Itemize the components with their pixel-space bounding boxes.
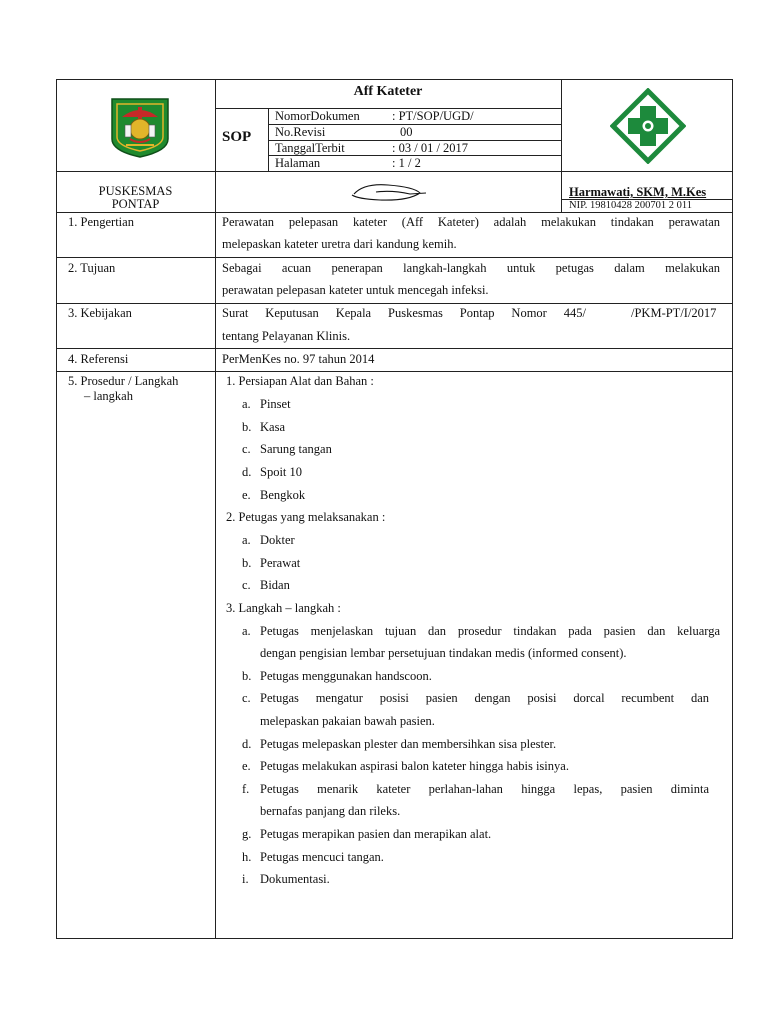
list-item-marker: h. <box>242 850 252 864</box>
meta-label-nomor-dokumen: NomorDokumen <box>275 109 360 123</box>
document-title: Aff Kateter <box>353 84 423 99</box>
title-underline <box>215 108 561 109</box>
pengertian-text-line2: melepaskan kateter uretra dari kandung kemih. <box>222 237 457 251</box>
list-item: Petugas merapikan pasien dan merapikan alat. <box>260 827 492 841</box>
list-item-marker: b. <box>242 669 252 683</box>
prosedur-group-heading: 2. Petugas yang melaksanakan : <box>226 510 386 524</box>
section-label-referensi: 4. Referensi <box>68 352 129 366</box>
list-item-marker: e. <box>242 759 251 773</box>
list-item: Petugas mencuci tangan. <box>260 850 384 864</box>
row-sep-2 <box>56 257 733 258</box>
header-bottom <box>56 171 733 172</box>
puskesmas-logo <box>610 88 686 164</box>
row-sep-5 <box>56 371 733 372</box>
list-item-marker: c. <box>242 578 251 592</box>
list-item: Petugas menarik kateter perlahan-lahan hingga lepas, pasien diminta <box>260 782 709 796</box>
list-item: Bengkok <box>260 488 306 502</box>
prosedur-group-heading: 1. Persiapan Alat dan Bahan : <box>226 374 374 388</box>
kebijakan-text-line1: Surat Keputusan Kepala Puskesmas Pontap Nomor 445/ <box>222 306 586 320</box>
tujuan-text-line2: perawatan pelepasan kateter untuk mencegah infeksi. <box>222 283 489 297</box>
list-item: Petugas melakukan aspirasi balon kateter hingga habis isinya. <box>260 759 569 773</box>
tujuan-text-line1: Sebagai acuan penerapan langkah-langkah untuk petugas dalam melakukan <box>222 261 720 275</box>
list-item: Petugas mengatur posisi pasien dengan posisi dorcal recumbent dan <box>260 691 709 705</box>
row-sep-4 <box>56 348 733 349</box>
list-item: Spoit 10 <box>260 465 303 479</box>
meta-value-no-revisi: 00 <box>400 125 413 139</box>
list-item: Petugas menggunakan handscoon. <box>260 669 432 683</box>
list-item: Dokumentasi. <box>260 872 330 886</box>
list-item-marker: i. <box>242 872 249 886</box>
section-label-tujuan: 2. Tujuan <box>68 261 116 275</box>
meta-label-halaman: Halaman <box>275 156 321 170</box>
list-item: Petugas menjelaskan tujuan dan prosedur tindakan pada pasien dan keluarga <box>260 624 720 638</box>
meta-label-tanggal-terbit: TanggalTerbit <box>275 141 345 155</box>
list-item-marker: c. <box>242 691 251 705</box>
list-item: Sarung tangan <box>260 442 332 456</box>
list-item-continuation: bernafas panjang dan rileks. <box>260 804 401 818</box>
list-item-marker: b. <box>242 420 252 434</box>
list-item: Petugas melepaskan plester dan membersihkan sisa plester. <box>260 737 557 751</box>
sop-label: SOP <box>222 129 252 145</box>
meta-label-no-revisi: No.Revisi <box>275 125 326 139</box>
row-sep-3 <box>56 303 733 304</box>
list-item-continuation: dengan pengisian lembar persetujuan tindakan medis (informed consent). <box>260 646 627 660</box>
list-item: Pinset <box>260 397 291 411</box>
list-item-marker: b. <box>242 556 252 570</box>
col-divider-label <box>215 79 216 939</box>
list-item-marker: a. <box>242 397 251 411</box>
meta-value-tanggal-terbit: : 03 / 01 / 2017 <box>392 141 469 155</box>
list-item: Kasa <box>260 420 285 434</box>
frame-right <box>732 79 733 939</box>
regency-emblem-logo <box>108 95 172 159</box>
pengertian-text-line1: Perawatan pelepasan kateter (Aff Kateter) adalah melakukan tindakan perawatan <box>222 215 720 229</box>
meta-value-halaman: : 1 / 2 <box>392 156 421 170</box>
section-label-prosedur-line2: – langkah <box>84 389 133 403</box>
kebijakan-text-line2: tentang Pelayanan Klinis. <box>222 329 351 343</box>
list-item-continuation: melepaskan pakaian bawah pasien. <box>260 714 435 728</box>
section-label-kebijakan: 3. Kebijakan <box>68 306 132 320</box>
list-item-marker: d. <box>242 465 252 479</box>
col-divider-header-right <box>561 79 562 212</box>
frame-bottom <box>56 938 733 939</box>
list-item-marker: g. <box>242 827 252 841</box>
list-item-marker: d. <box>242 737 252 751</box>
kebijakan-text-number: /PKM-PT/I/2017 <box>631 306 717 320</box>
meta-value-nomor-dokumen: : PT/SOP/UGD/ <box>392 109 474 123</box>
prosedur-group-heading: 3. Langkah – langkah : <box>226 601 341 615</box>
list-item-marker: a. <box>242 624 251 638</box>
list-item: Dokter <box>260 533 295 547</box>
list-item: Perawat <box>260 556 301 570</box>
list-item-marker: f. <box>242 782 250 796</box>
list-item: Bidan <box>260 578 290 592</box>
list-item-marker: a. <box>242 533 251 547</box>
signature <box>346 180 432 208</box>
section-label-prosedur-line1: 5. Prosedur / Langkah <box>68 374 179 388</box>
frame-top <box>56 79 733 80</box>
puskesmas-name-line1: PUSKESMAS <box>98 184 173 198</box>
section-label-pengertian: 1. Pengertian <box>68 215 134 229</box>
signatory-nip: NIP. 19810428 200701 2 011 <box>569 200 692 211</box>
list-item-marker: c. <box>242 442 251 456</box>
referensi-text: PerMenKes no. 97 tahun 2014 <box>222 352 375 366</box>
row-sep-1 <box>56 212 733 213</box>
signatory-name: Harmawati, SKM, M.Kes <box>569 185 707 199</box>
list-item-marker: e. <box>242 488 251 502</box>
puskesmas-name-line2: PONTAP <box>111 197 160 211</box>
